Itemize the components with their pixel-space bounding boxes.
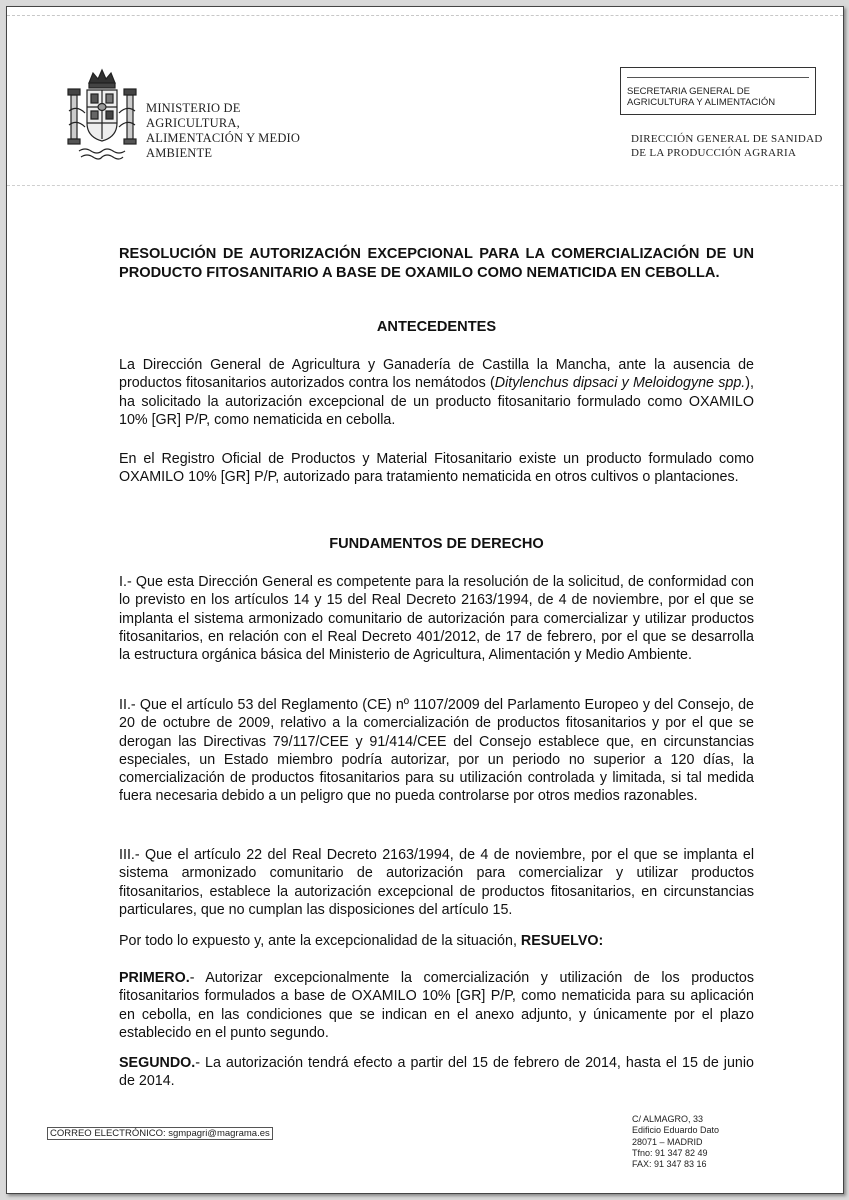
direccion-general [631,132,823,160]
primero-paragraph [119,969,754,1042]
fundamento-2: II.- Que el artículo 53 del Reglamento (CE) nº 1107/2009 del Parlamento Europeo y del Consejo, de 20 de octubre de 2009, relativo a la comercialización de productos fitosanitarios y por el que se derogan las Directivas 79/117/CEE y 91/414/CEE del Consejo establece que, en circunstancias especiales, un Estado miembro podría autorizar, por un periodo no superior a 120 días, la comercialización de productos fitosanitarios para su utilización controlada y limitada, si tal medida fuera necesaria debido a un peligro que no pueda controlarse por otros medios razonables. [119,697,754,805]
resuelvo-intro: Por todo lo expuesto y, ante la excepcionalidad de la situación, [119,933,521,949]
antecedentes-paragraph-2: En el Registro Oficial de Productos y Material Fitosanitario existe un producto formulado como OXAMILO 10% [GR] P/P, autorizado para tratamiento nematicida en otros cultivos o plantaciones. [119,451,754,486]
primero-label: PRIMERO. [119,970,190,986]
segundo-paragraph [119,1054,754,1091]
address-line: FAX: 91 347 83 16 [632,1159,707,1170]
resuelvo-line [119,932,754,950]
spanish-coat-of-arms-icon [65,67,139,163]
fundamento-3: III.- Que el artículo 22 del Real Decreto 2163/1994, de 4 de noviembre, por el que se implanta el sistema armonizado comunitario de autorización para comercializar y utilizar productos fitosanitarios, establece la autorización excepcional de productos fitosanitarios, en circunstancias particulares, que no cumplan las disposiciones del artículo 15. [119,847,754,918]
ministry-line: AGRICULTURA, [146,116,240,130]
antecedentes-heading: ANTECEDENTES [376,319,497,335]
ministry-name [146,101,300,161]
secretaria-line: SECRETARIA GENERAL DE [627,86,751,97]
species-names: Ditylenchus dipsaci y Meloidogyne spp. [494,375,746,392]
document-page [6,6,844,1194]
segundo-label: SEGUNDO. [119,1055,196,1071]
address-line: 28071 – MADRID [632,1136,703,1147]
resuelvo-label: RESUELVO: [520,933,604,949]
footer-email: CORREO ELECTRÓNICO: sgmpagri@magrama.es [47,1127,273,1140]
footer-address [632,1114,719,1170]
primero-text: - Autorizar excepcionalmente la comercialización y utilización de los productos fitosanitarios formulados a base de OXAMILO 10% [GR] P/P, como nematicida para su aplicación en cebolla, en las condiciones que se indican en el anexo adjunto, y únicamente por el plazo establecido en el punto segundo. [119,970,754,1041]
segundo-text: - La autorización tendrá efecto a partir del 15 de febrero de 2014, hasta el 15 de junio de 2014. [119,1055,754,1090]
ministry-line: ALIMENTACIÓN Y MEDIO [146,131,301,145]
scan-line-header [7,185,843,186]
address-line: Tfno: 91 347 82 49 [632,1147,708,1158]
direccion-line: DE LA PRODUCCIÓN AGRARIA [631,147,797,159]
ministry-line: AMBIENTE [146,146,213,160]
address-line: Edificio Eduardo Dato [632,1125,720,1136]
secretaria-box [620,67,816,115]
address-line: C/ ALMAGRO, 33 [632,1114,704,1124]
fundamento-1: I.- Que esta Dirección General es competente para la resolución de la solicitud, de conformidad con lo previsto en los artículos 14 y 15 del Real Decreto 2163/1994, de 4 de noviembre, por el que se implanta el sistema armonizado comunitario de autorización para comercializar y utilizar productos fitosanitarios, en relación con el Real Decreto 401/2012, de 17 de febrero, por el que se desarrolla la estructura orgánica básica del Ministerio de Agricultura, Alimentación y Medio Ambiente. [119,574,754,664]
text-run: ), ha solicitado la autorización excepcional de un producto fitosanitario formulado como OXAMILO 10% [GR] P/P, como nematicida en cebolla. [119,375,754,428]
direccion-line: DIRECCIÓN GENERAL DE SANIDAD [631,133,823,145]
document-title: RESOLUCIÓN DE AUTORIZACIÓN EXCEPCIONAL PARA LA COMERCIALIZACIÓN DE UN PRODUCTO FITOSANITARIO A BASE DE OXAMILO COMO NEMATICIDA EN CEBOLLA. [119,246,754,281]
antecedentes-paragraph-1 [119,356,754,429]
text-run: La Dirección General de Agricultura y Ganadería de Castilla la Mancha, ante la ausencia de productos fitosanitarios autorizados contra los nemátodos ( [119,357,754,392]
secretaria-line: AGRICULTURA Y ALIMENTACIÓN [627,97,776,108]
scan-line-top [7,15,843,16]
fundamentos-heading: FUNDAMENTOS DE DERECHO [329,536,544,552]
ministry-line: MINISTERIO DE [146,101,241,115]
